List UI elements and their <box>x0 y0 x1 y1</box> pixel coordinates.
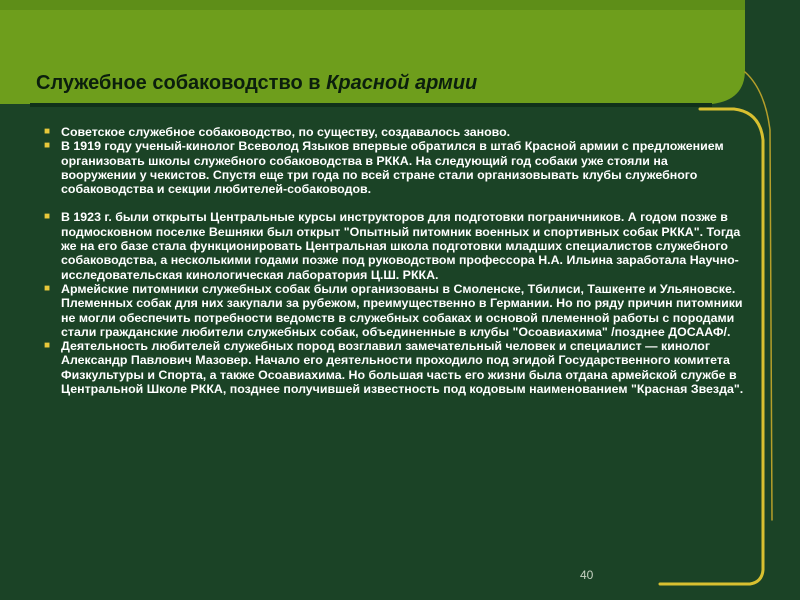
list-item <box>44 125 744 139</box>
title-underline <box>30 103 712 107</box>
list-item <box>44 282 744 339</box>
list-item <box>44 339 744 396</box>
list-item-text: Деятельность любителей служебных пород возглавил замечательный человек и специалист — кинолог Александр Павлович Мазовер. Начало его деятельности проходило под эгидой Государственного комитета Физкультуры и Спорта, а также Осоавиахима. Но большая часть его жизни была отдана армейской службе в Центральной Школе РККА, позднее получившей известность под кодовым наименованием "Красная Звезда". <box>61 339 744 397</box>
list-item <box>44 210 744 281</box>
square-bullet-icon: ■ <box>44 126 51 137</box>
page-number: 40 <box>580 568 594 582</box>
title-italic: Красной армии <box>326 72 478 94</box>
square-bullet-icon: ■ <box>44 211 51 223</box>
frame-inner-line <box>745 72 772 520</box>
spacer <box>44 196 744 210</box>
square-bullet-icon: ■ <box>44 282 51 294</box>
title-plain: Служебное собаководство в <box>36 72 327 94</box>
page-title <box>36 72 477 95</box>
bullet-list <box>44 125 744 396</box>
list-item-text: В 1919 году ученый-кинолог Всеволод Языков впервые обратился в штаб Красной армии с предложением организовать школы служебного собаководства в РККА. На следующий год собаки уже стояли на вооружении у чекистов. Спустя еще три года по всей стране стали организовывать клубы служебного собаководства и секции любителей-собаководов. <box>61 139 724 197</box>
list-item-text: В 1923 г. были открыты Центральные курсы инструкторов для подготовки пограничников. А годом позже в подмосковном поселке Вешняки был открыт "Опытный питомник военных и спортивных собак РККА". Тогда же на его базе стала функционировать Центральная школа подготовки младших специалистов служебного собаководства, а несколькими годами позже под руководством профессора Н.А. Ильина заработала Научно-исследовательская кинологическая лаборатория Ц.Ш. РККА. <box>61 210 741 282</box>
title-band-shade <box>0 0 745 10</box>
list-item <box>44 139 744 196</box>
list-item-text: Советское служебное собаководство, по существу, создавалось заново. <box>61 125 511 139</box>
square-bullet-icon: ■ <box>44 140 51 152</box>
square-bullet-icon: ■ <box>44 340 51 352</box>
list-item-text: Армейские питомники служебных собак были организованы в Смоленске, Тбилиси, Ташкенте и Ульяновске. Племенных собак для них закупали за рубежом, преимущественно в Германии. Но по ряду причин питомники не могли обеспечить потребности ведомств в служебных собаках и основой племенной работы с породами стали гражданские любители служебных собак, объединенные в клубы "Осоавиахима" /позднее ДОСААФ/. <box>61 281 743 339</box>
